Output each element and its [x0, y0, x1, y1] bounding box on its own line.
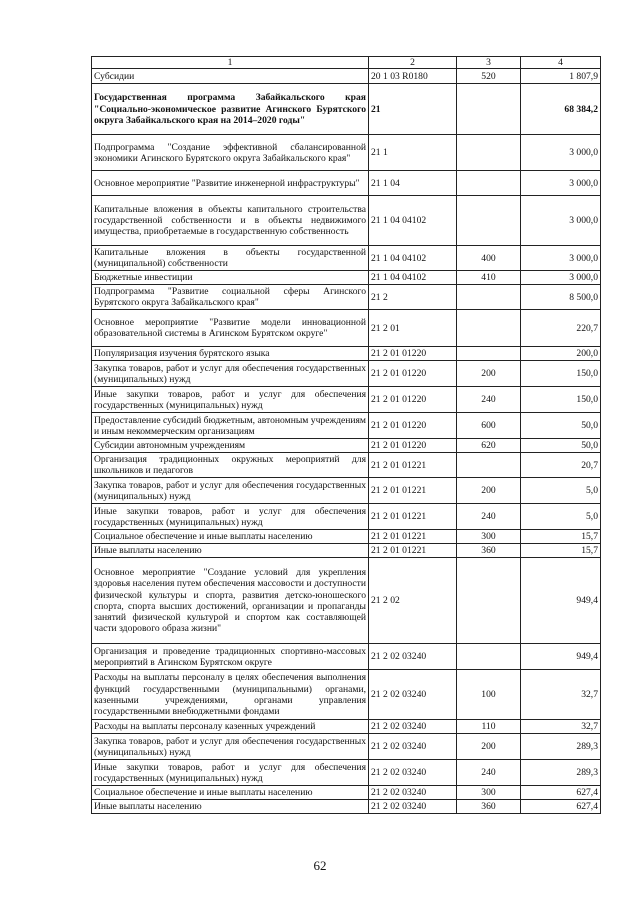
row-amount: 289,3 — [521, 734, 601, 760]
table-row — [92, 644, 601, 670]
row-code: 21 2 02 03240 — [369, 734, 457, 760]
row-code: 21 2 01 01220 — [369, 347, 457, 361]
row-amount: 1 807,9 — [521, 69, 601, 84]
row-name: Субсидии автономным учреждениям — [92, 439, 369, 453]
row-name: Предоставление субсидий бюджетным, автономным учреждениям и иным некоммерческим организациям — [92, 413, 369, 439]
row-code: 21 2 01 01220 — [369, 413, 457, 439]
row-amount: 150,0 — [521, 387, 601, 413]
row-code: 21 2 01 01221 — [369, 530, 457, 544]
table-row — [92, 196, 601, 246]
table-row — [92, 453, 601, 478]
row-expense-type: 240 — [457, 387, 521, 413]
row-name: Капитальные вложения в объекты государственной (муниципальной) собственности — [92, 246, 369, 271]
row-amount: 15,7 — [521, 544, 601, 558]
row-expense-type: 240 — [457, 504, 521, 530]
row-name: Организация традиционных окружных мероприятий для школьников и педагогов — [92, 453, 369, 478]
row-code: 21 2 02 03240 — [369, 800, 457, 814]
row-expense-type: 600 — [457, 413, 521, 439]
row-name: Организация и проведение традиционных спортивно-массовых мероприятий в Агинском Бурятском округе — [92, 644, 369, 670]
row-code: 21 2 02 — [369, 558, 457, 644]
row-name: Подпрограмма "Создание эффективной сбалансированной экономики Агинского Бурятского округа Забайкальского края" — [92, 135, 369, 171]
row-amount: 627,4 — [521, 786, 601, 800]
table-row — [92, 246, 601, 271]
row-expense-type: 200 — [457, 361, 521, 387]
row-code: 21 1 04 04102 — [369, 271, 457, 285]
row-code: 21 2 01 01220 — [369, 387, 457, 413]
row-name: Расходы на выплаты персоналу казенных учреждений — [92, 720, 369, 734]
row-expense-type: 100 — [457, 670, 521, 720]
row-code: 21 — [369, 84, 457, 135]
row-amount: 3 000,0 — [521, 196, 601, 246]
row-amount: 949,4 — [521, 558, 601, 644]
row-name: Расходы на выплаты персоналу в целях обеспечения выполнения функций государственными (муниципальными) органами, казенными учреждениями, органами управления государственными внебюджетными фондами — [92, 670, 369, 720]
row-code: 21 2 01 01221 — [369, 504, 457, 530]
header-col-3: 3 — [457, 57, 521, 69]
row-amount: 50,0 — [521, 439, 601, 453]
row-code: 21 2 01 01221 — [369, 453, 457, 478]
row-amount: 289,3 — [521, 760, 601, 786]
row-name: Иные закупки товаров, работ и услуг для обеспечения государственных (муниципальных) нужд — [92, 504, 369, 530]
row-code: 21 2 01 01221 — [369, 544, 457, 558]
row-expense-type: 400 — [457, 246, 521, 271]
table-row — [92, 544, 601, 558]
row-name: Иные закупки товаров, работ и услуг для обеспечения государственных (муниципальных) нужд — [92, 387, 369, 413]
row-amount: 200,0 — [521, 347, 601, 361]
row-expense-type — [457, 171, 521, 196]
row-amount: 50,0 — [521, 413, 601, 439]
row-code: 20 1 03 R0180 — [369, 69, 457, 84]
table-row — [92, 439, 601, 453]
row-code: 21 1 04 — [369, 171, 457, 196]
table-row — [92, 720, 601, 734]
row-name: Иные выплаты населению — [92, 800, 369, 814]
table-row — [92, 786, 601, 800]
row-expense-type — [457, 310, 521, 347]
table-row — [92, 361, 601, 387]
row-name: Иные закупки товаров, работ и услуг для обеспечения государственных (муниципальных) нужд — [92, 760, 369, 786]
table-row — [92, 558, 601, 644]
table-row — [92, 84, 601, 135]
row-expense-type: 110 — [457, 720, 521, 734]
row-expense-type: 300 — [457, 786, 521, 800]
row-code: 21 2 01 — [369, 310, 457, 347]
row-name: Закупка товаров, работ и услуг для обеспечения государственных (муниципальных) нужд — [92, 478, 369, 504]
row-amount: 150,0 — [521, 361, 601, 387]
row-name: Социальное обеспечение и иные выплаты населению — [92, 530, 369, 544]
row-name: Основное мероприятие "Развитие модели инновационной образовательной системы в Агинском Бурятском округе" — [92, 310, 369, 347]
table-row — [92, 171, 601, 196]
row-code: 21 2 02 03240 — [369, 644, 457, 670]
table-row — [92, 760, 601, 786]
row-expense-type: 200 — [457, 734, 521, 760]
row-code: 21 2 01 01220 — [369, 361, 457, 387]
row-amount: 68 384,2 — [521, 84, 601, 135]
row-expense-type: 360 — [457, 544, 521, 558]
table-row — [92, 670, 601, 720]
row-expense-type: 360 — [457, 800, 521, 814]
row-name: Государственная программа Забайкальского края "Социально-экономическое развитие Агинского Бурятского округа Забайкальского края на 2014–2020 годы" — [92, 84, 369, 135]
table-row — [92, 135, 601, 171]
row-name: Популяризация изучения бурятского языка — [92, 347, 369, 361]
row-expense-type — [457, 453, 521, 478]
row-code: 21 1 — [369, 135, 457, 171]
row-name: Субсидии — [92, 69, 369, 84]
row-expense-type — [457, 196, 521, 246]
row-amount: 3 000,0 — [521, 171, 601, 196]
row-name: Подпрограмма "Развитие социальной сферы Агинского Бурятского округа Забайкальского края" — [92, 285, 369, 310]
row-amount: 32,7 — [521, 670, 601, 720]
row-code: 21 1 04 04102 — [369, 196, 457, 246]
row-amount: 5,0 — [521, 504, 601, 530]
row-expense-type: 240 — [457, 760, 521, 786]
row-name: Закупка товаров, работ и услуг для обеспечения государственных (муниципальных) нужд — [92, 361, 369, 387]
row-code: 21 2 02 03240 — [369, 786, 457, 800]
table-row — [92, 413, 601, 439]
table-row — [92, 271, 601, 285]
table-row — [92, 478, 601, 504]
page-number: 62 — [313, 858, 327, 873]
table-row — [92, 310, 601, 347]
row-amount: 20,7 — [521, 453, 601, 478]
row-amount: 949,4 — [521, 644, 601, 670]
table-row — [92, 387, 601, 413]
row-expense-type — [457, 135, 521, 171]
table-row — [92, 504, 601, 530]
row-amount: 627,4 — [521, 800, 601, 814]
row-amount: 3 000,0 — [521, 246, 601, 271]
row-code: 21 2 02 03240 — [369, 760, 457, 786]
row-expense-type — [457, 558, 521, 644]
row-expense-type: 300 — [457, 530, 521, 544]
header-col-1: 1 — [92, 57, 369, 69]
row-name: Бюджетные инвестиции — [92, 271, 369, 285]
row-code: 21 2 02 03240 — [369, 670, 457, 720]
row-name: Основное мероприятие "Создание условий для укрепления здоровья населения путем обеспечения массовости и доступности физической культуры и спорта, развития детско-юношеского спорта, спорта высших достижений, организации и пропаганды занятий физической культурой и спортом как составляющей части здорового образа жизни" — [92, 558, 369, 644]
row-amount: 220,7 — [521, 310, 601, 347]
row-expense-type — [457, 644, 521, 670]
row-amount: 15,7 — [521, 530, 601, 544]
row-expense-type — [457, 84, 521, 135]
row-code: 21 2 01 01221 — [369, 478, 457, 504]
row-expense-type: 410 — [457, 271, 521, 285]
table-row — [92, 347, 601, 361]
row-amount: 8 500,0 — [521, 285, 601, 310]
table-row — [92, 69, 601, 84]
row-name: Основное мероприятие "Развитие инженерной инфраструктуры" — [92, 171, 369, 196]
table-row — [92, 800, 601, 814]
header-row — [92, 57, 601, 69]
row-expense-type — [457, 347, 521, 361]
row-code: 21 1 04 04102 — [369, 246, 457, 271]
row-name: Капитальные вложения в объекты капитального строительства государственной собственности и в объекты недвижимого имущества, приобретаемые в государственную собственность — [92, 196, 369, 246]
row-amount: 3 000,0 — [521, 135, 601, 171]
row-expense-type: 620 — [457, 439, 521, 453]
row-name: Иные выплаты населению — [92, 544, 369, 558]
row-name: Социальное обеспечение и иные выплаты населению — [92, 786, 369, 800]
row-amount: 3 000,0 — [521, 271, 601, 285]
budget-table-body — [92, 57, 601, 814]
row-name: Закупка товаров, работ и услуг для обеспечения государственных (муниципальных) нужд — [92, 734, 369, 760]
row-code: 21 2 01 01220 — [369, 439, 457, 453]
row-amount: 5,0 — [521, 478, 601, 504]
header-col-4: 4 — [521, 57, 601, 69]
row-amount: 32,7 — [521, 720, 601, 734]
row-expense-type — [457, 285, 521, 310]
row-code: 21 2 02 03240 — [369, 720, 457, 734]
table-row — [92, 285, 601, 310]
budget-table — [91, 56, 601, 814]
table-row — [92, 530, 601, 544]
row-code: 21 2 — [369, 285, 457, 310]
row-expense-type: 520 — [457, 69, 521, 84]
header-col-2: 2 — [369, 57, 457, 69]
table-row — [92, 734, 601, 760]
row-expense-type: 200 — [457, 478, 521, 504]
